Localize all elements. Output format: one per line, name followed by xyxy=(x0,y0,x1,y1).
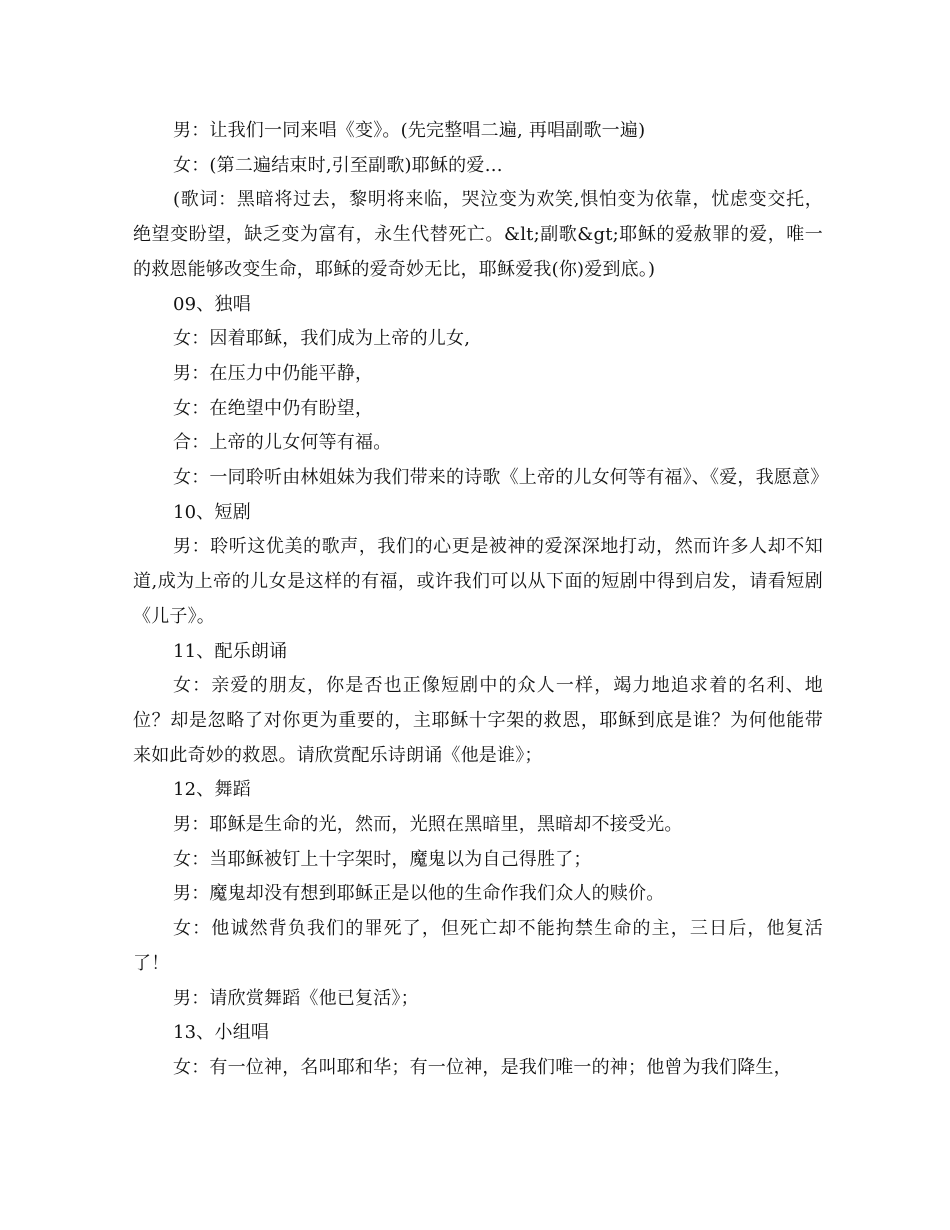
paragraph-17: 男：魔鬼却没有想到耶稣正是以他的生命作我们众人的赎价。 xyxy=(173,883,665,905)
paragraph-9: 女：一同聆听由林姐妹为我们带来的诗歌《上帝的儿女何等有福》、《爱，我愿意》 xyxy=(173,467,829,489)
section-heading-12: 12、舞蹈 xyxy=(173,779,251,801)
paragraph-21: 女：有一位神，名叫耶和华；有一位神，是我们唯一的神；他曾为我们降生， xyxy=(173,1056,792,1078)
paragraph-15: 男：耶稣是生命的光，然而，光照在黑暗里，黑暗却不接受光。 xyxy=(173,814,683,836)
section-heading-09: 09、独唱 xyxy=(173,293,251,315)
paragraph-7: 女：在绝望中仍有盼望， xyxy=(173,397,374,419)
section-heading-10: 10、短剧 xyxy=(173,501,251,523)
paragraph-2: 女：(第二遍结束时,引至副歌)耶稣的爱… xyxy=(173,154,503,176)
paragraph-5: 女：因着耶稣，我们成为上帝的儿女, xyxy=(173,328,471,350)
paragraph-13: 女：亲爱的朋友，你是否也正像短剧中的众人一样，竭力地追求着的名利、地位？却是忽略了对你更为重要的，主耶稣十字架的救恩，耶稣到底是谁？为何他能带来如此奇妙的救恩。请欣赏配乐诗朗诵《他是谁》； xyxy=(133,675,823,766)
paragraph-19: 男：请欣赏舞蹈《他已复活》； xyxy=(173,987,419,1009)
paragraph-lyrics: (歌词：黑暗将过去，黎明将来临，哭泣变为欢笑,惧怕变为依靠，忧虑变交托，绝望变盼望，缺乏变为富有，永生代替死亡。&lt;副歌&gt;耶稣的爱赦罪的爱，唯一的救恩能够改变生命，耶稣的爱奇妙无比，耶稣爱我(你)爱到底。) xyxy=(133,189,823,280)
document-body xyxy=(133,114,829,1086)
paragraph-16: 女：当耶稣被钉上十字架时，魔鬼以为自己得胜了； xyxy=(173,848,592,870)
section-heading-13: 13、小组唱 xyxy=(173,1022,270,1044)
paragraph-6: 男：在压力中仍能平静， xyxy=(173,362,374,384)
paragraph-1: 男：让我们一同来唱《变》。(先完整唱二遍, 再唱副歌一遍) xyxy=(173,120,646,141)
section-heading-11: 11、配乐朗诵 xyxy=(173,640,288,662)
paragraph-8: 合：上帝的儿女何等有福。 xyxy=(173,432,392,454)
paragraph-11: 男：聆听这优美的歌声，我们的心更是被神的爱深深地打动，然而许多人却不知道,成为上帝的儿女是这样的有福，或许我们可以从下面的短剧中得到启发，请看短剧《儿子》。 xyxy=(133,536,823,627)
paragraph-18: 女：他诚然背负我们的罪死了，但死亡却不能拘禁生命的主，三日后，他复活了！ xyxy=(133,918,823,974)
